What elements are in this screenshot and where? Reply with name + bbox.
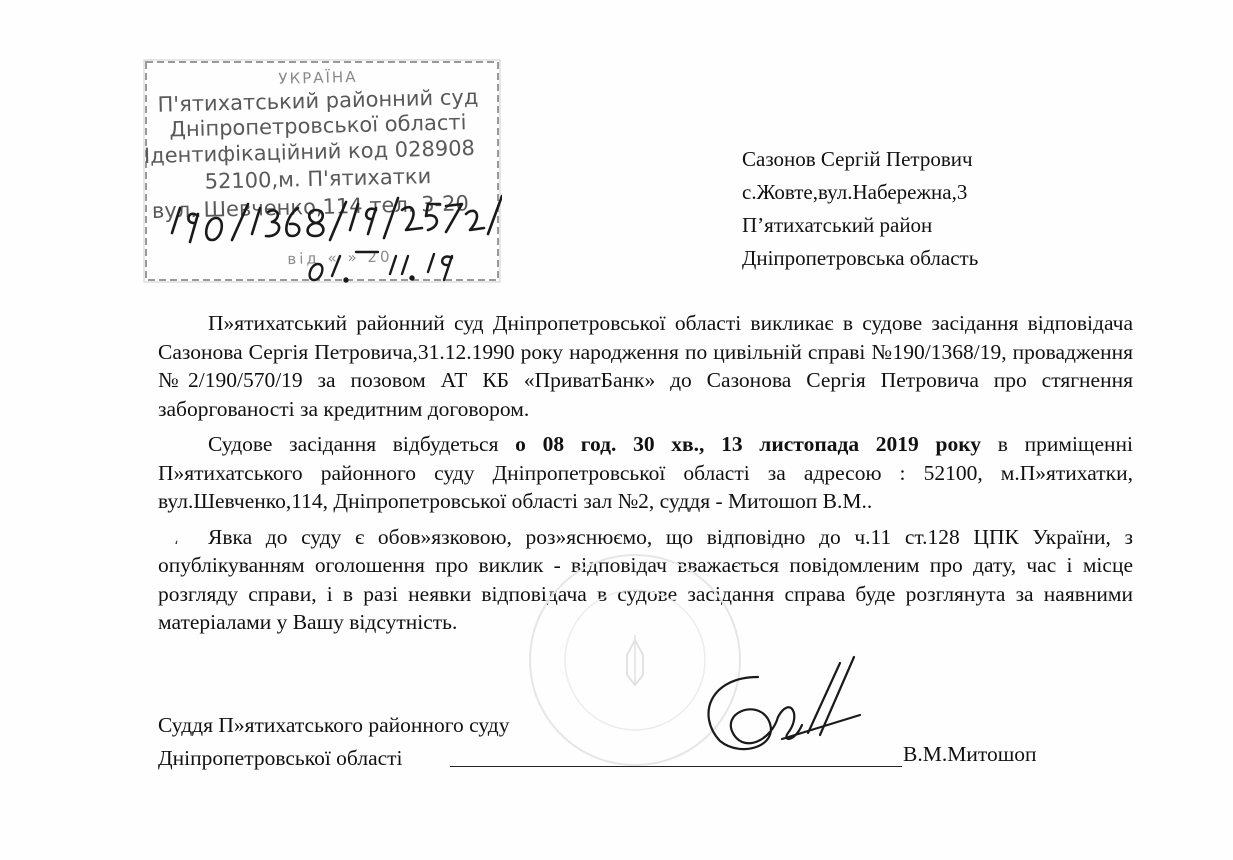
- stamp-id-code: Ідентифікаційний код 028908: [143, 135, 476, 168]
- hearing-intro: Судове засідання відбудеться: [208, 432, 516, 456]
- recipient-district: П’ятихатський район: [742, 213, 933, 237]
- recipient-block: [742, 143, 978, 275]
- signature-line: [450, 766, 902, 767]
- stamp-street: вул. Шевченко,114 тел. 3-20: [151, 191, 470, 223]
- paragraph-attendance: Явка до суду є обов»язковою, роз»яснюємо, що відповідно до ч.11 ст.128 ЦПК України, з опублікуванням оголошення про виклик - відповідач вважається повідомленим про дату, час і місце розгляду справи, і в разі неявки відповідача в судове засідання справа буде розглянута за наявними матеріалами у Вашу відсутність.: [158, 524, 1133, 634]
- handwritten-signature: [690, 655, 870, 765]
- hearing-datetime: о 08 год. 30 хв., 13 листопада 2019 року: [515, 432, 982, 456]
- paragraph-hearing: [158, 430, 1133, 516]
- judge-title-line1: Суддя П»ятихатського районного суду: [158, 713, 510, 737]
- court-corner-stamp: [140, 58, 502, 286]
- paragraph-summons: П»ятихатський районний суд Дніпропетровської області викликає в судове засідання відповідача Сазонова Сергія Петровича,31.12.1990 року народження по цивільній справі №190/1368/19, провадження №2/190/570/19 за позовом АТ КБ «ПриватБанк» до Сазонова Сергія Петровича про стягнення заборгованості за кредитним договором.: [158, 311, 1133, 421]
- judge-name: В.М.Митошоп: [903, 742, 1037, 766]
- stamp-country: УКРАЇНА: [278, 67, 358, 88]
- handwritten-registry-number: [140, 58, 502, 286]
- margin-mark: ،: [174, 532, 179, 548]
- recipient-region: Дніпропетровська область: [742, 246, 979, 270]
- stamp-region: Дніпропетровської області: [169, 110, 467, 142]
- recipient-address: с.Жовте,вул.Набережна,3: [742, 180, 968, 204]
- judge-title-line2: Дніпропетровської області: [158, 746, 403, 770]
- hearing-location: в приміщенні П»ятихатського районного суду Дніпропетровської області за адресою : 52100, м.П»ятихатки, вул.Шевченко,114, Дніпропетровської області зал №2, суддя - Митошоп В.М..: [158, 432, 1133, 513]
- recipient-name: Сазонов Сергій Петрович: [742, 147, 973, 171]
- stamp-court-name: П'ятихатський районний суд: [157, 84, 479, 117]
- stamp-date-field: від « » 20: [287, 247, 393, 269]
- stamp-postal: 52100,м. П'ятихатки: [204, 164, 432, 194]
